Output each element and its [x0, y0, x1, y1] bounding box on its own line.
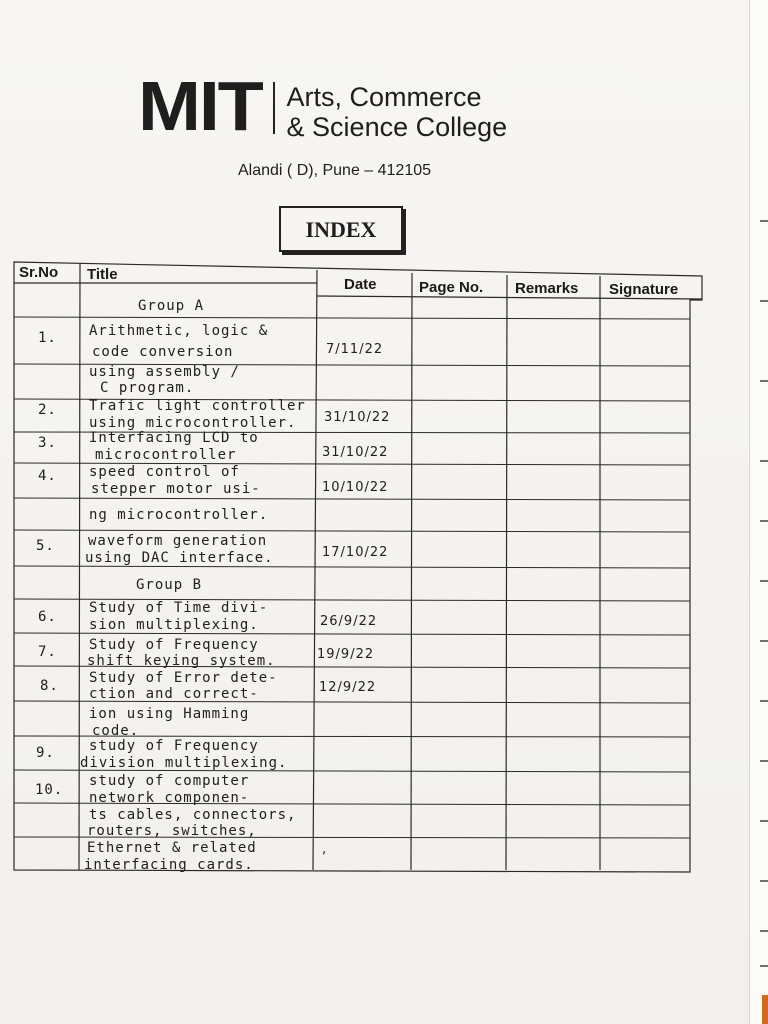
college-address: Alandi ( D), Pune – 412105: [238, 162, 432, 179]
column-header-title: Title: [87, 266, 118, 283]
row-7-title-line2: shift keying system.: [87, 653, 276, 669]
row-10-title-line2: network componen-: [89, 790, 250, 806]
row-8-title-line1: Study of Error dete-: [89, 670, 278, 686]
column-header-page-no: Page No.: [419, 279, 484, 296]
row-2-srno: 2.: [38, 402, 57, 418]
group-heading-a: Group A: [138, 298, 205, 314]
logo-mark: MIT: [138, 67, 262, 145]
row-3-title-line1: Interfacing LCD to: [89, 430, 259, 446]
row-4-date: 10/10/22: [322, 480, 389, 495]
row-1-date: 7/11/22: [326, 342, 384, 357]
group-heading-b: Group B: [136, 577, 203, 593]
row-4-srno: 4.: [38, 468, 57, 484]
row-7-date: 19/9/22: [317, 647, 375, 662]
row-9-srno: 9.: [36, 745, 55, 761]
row-6-srno: 6.: [38, 609, 57, 625]
row-7-title-line1: Study of Frequency: [89, 637, 259, 653]
row-1-title-line1: Arithmetic, logic &: [89, 323, 269, 339]
row-10-title-line1: study of computer: [89, 773, 250, 789]
row-3-srno: 3.: [38, 435, 57, 451]
row-5-srno: 5.: [36, 538, 55, 554]
column-header-srno: Sr.No: [19, 264, 59, 281]
row-6-date: 26/9/22: [320, 614, 378, 629]
row-1-title-line3: using assembly /: [89, 364, 240, 380]
row-2-title-line2: using microcontroller.: [89, 415, 297, 431]
row-6-title-line1: Study of Time divi-: [89, 600, 269, 616]
column-header-remarks: Remarks: [515, 280, 579, 297]
row-1-title-line2: code conversion: [92, 344, 234, 360]
row-5-title-line2: using DAC interface.: [85, 550, 274, 566]
row-8-date: 12/9/22: [319, 680, 377, 695]
row-9-title-line1: study of Frequency: [89, 738, 259, 754]
row-3-date: 31/10/22: [322, 445, 389, 460]
row-6-title-line2: sion multiplexing.: [89, 617, 259, 633]
row-8-title-line2: ction and correct-: [89, 686, 259, 702]
row-8-title-line4: code.: [92, 723, 140, 739]
row-8-srno: 8.: [40, 678, 59, 694]
row-2-title-line1: Trafic light controller: [89, 398, 306, 414]
column-header-date: Date: [344, 276, 377, 293]
row-5-date: 17/10/22: [322, 545, 389, 560]
row-2-date: 31/10/22: [324, 410, 391, 425]
row-1-srno: 1.: [38, 330, 57, 346]
college-name-line2: & Science College: [286, 112, 508, 142]
index-title: INDEX: [305, 217, 377, 242]
college-name-line1: Arts, Commerce: [286, 82, 482, 112]
row-9-title-line2: division multiplexing.: [80, 755, 288, 771]
row-10-title-line4: routers, switches,: [87, 823, 257, 839]
row-7-srno: 7.: [38, 644, 57, 660]
row-10-title-line5: Ethernet & related: [87, 840, 257, 856]
row-10-date: ,: [322, 842, 328, 857]
row-4-title-line3: ng microcontroller.: [89, 507, 269, 523]
row-4-title-line1: speed control of: [89, 464, 240, 480]
row-10-title-line3: ts cables, connectors,: [89, 807, 297, 823]
row-5-title-line1: waveform generation: [88, 533, 268, 549]
row-1-title-line4: C program.: [100, 380, 195, 396]
row-4-title-line2: stepper motor usi-: [91, 481, 261, 497]
row-10-srno: 10.: [35, 782, 64, 798]
row-8-title-line3: ion using Hamming: [89, 706, 250, 722]
row-3-title-line2: microcontroller: [95, 447, 237, 463]
column-header-signature: Signature: [609, 281, 679, 298]
row-10-title-line6: interfacing cards.: [84, 857, 254, 873]
